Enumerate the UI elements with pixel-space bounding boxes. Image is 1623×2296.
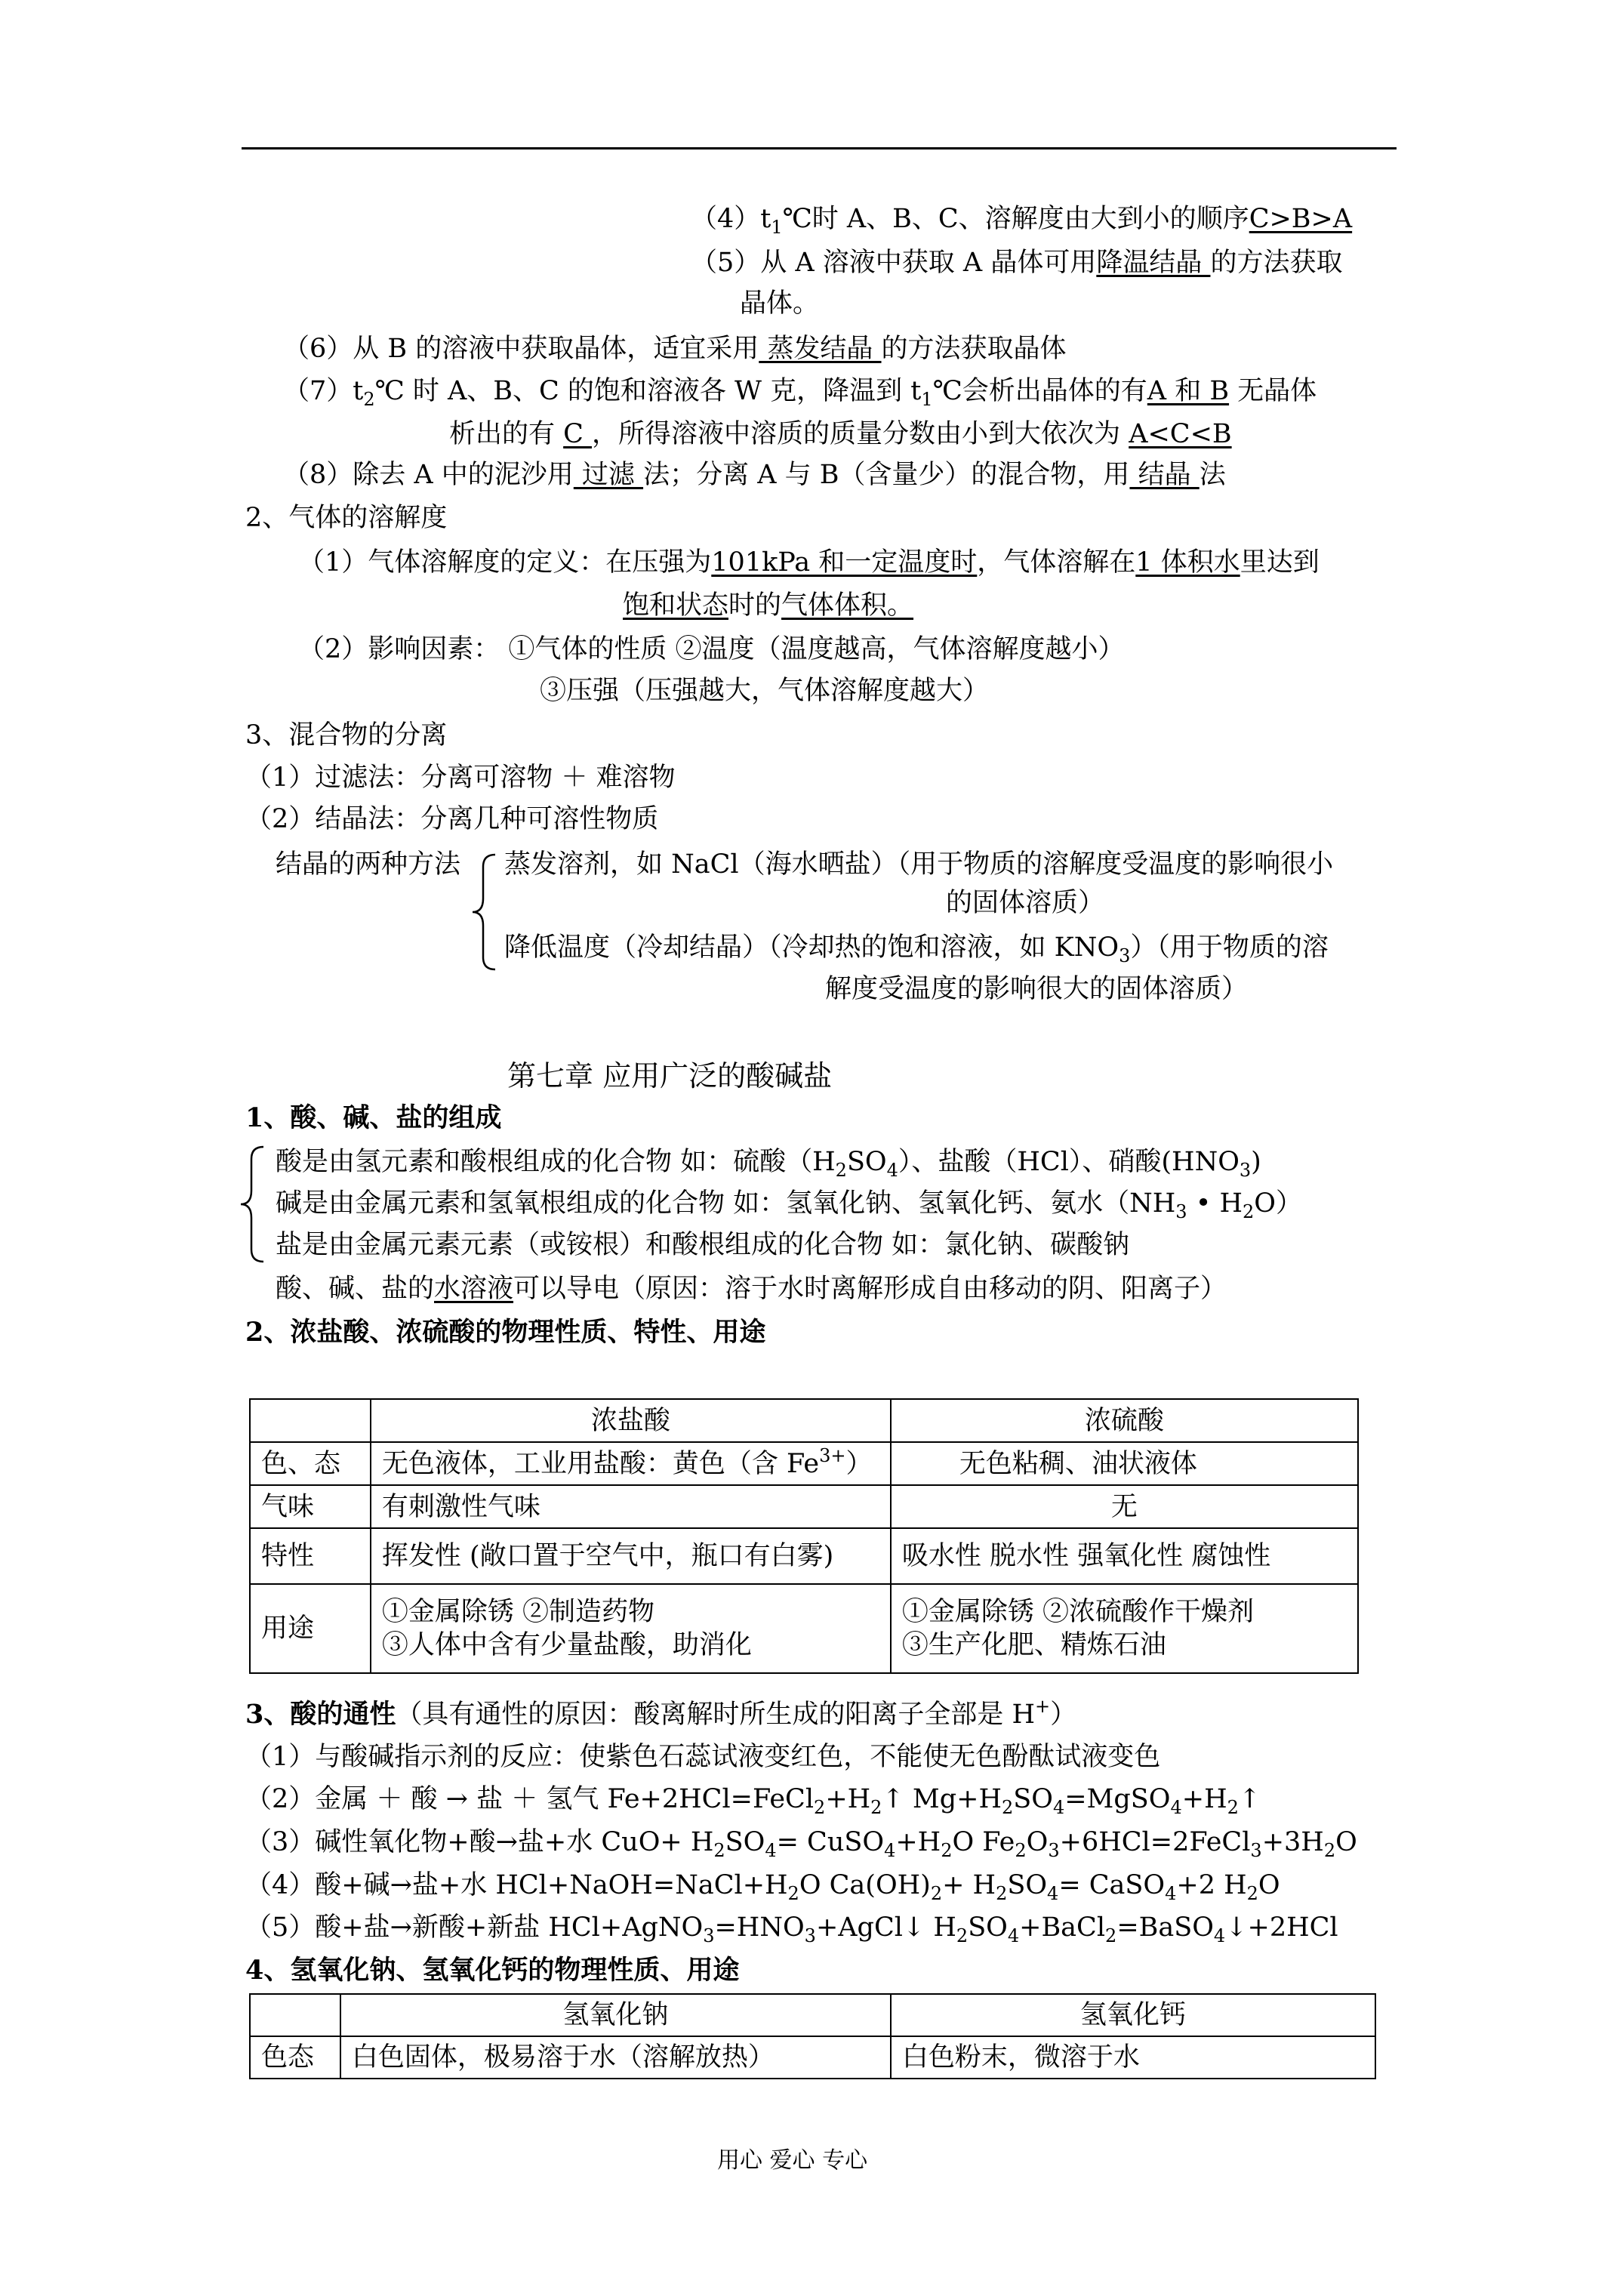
acid-def: 酸是由氢元素和酸根组成的化合物 如：硫酸$(H_2SO_4)$、盐酸（HCl）、硝酸$(HNO_3)$	[276, 1147, 1261, 1181]
conductivity: 酸、碱、盐的水溶液可以导电（原因：溶于水时离解形成自由移动的阴、阳离子）	[276, 1274, 1227, 1304]
q5-cont: 晶体。	[740, 288, 820, 319]
row-label: 特性	[250, 1528, 371, 1584]
def-cond: 101kPa 和一定温度时	[711, 547, 978, 578]
acid-general-heading: 3、酸的通性（具有通性的原因：酸离解时所生成的阳离子全部是 H+）	[245, 1696, 1077, 1730]
header-hcl: 浓盐酸	[371, 1399, 891, 1442]
gas-def-cont: 饱和状态时的气体体积。	[623, 590, 914, 621]
q7-answer: A 和 B	[1147, 376, 1230, 406]
header-caoh: 氢氧化钙	[891, 1994, 1375, 2036]
def-saturated: 饱和状态	[623, 590, 729, 621]
reaction-4: （4）酸+碱→盐+水 $HCl+NaOH=NaCl+H_2O$ $Ca(OH)_2+ H_2SO_4=$ CaSO$_4$+2 $H_2O$	[245, 1870, 1280, 1904]
cell-hcl: 有刺激性气味	[371, 1485, 891, 1528]
base-def: 碱是由金属元素和氢氧根组成的化合物 如：氢氧化钠、氢氧化钙、氨水（$NH_3$ • $H_2O$）	[276, 1188, 1302, 1222]
q6-line: （6）从 B 的溶液中获取晶体，适宜采用 蒸发结晶 的方法获取晶体	[283, 334, 1067, 364]
table-row	[250, 2036, 1375, 2079]
crystal-label: 结晶的两种方法	[276, 849, 461, 880]
cool-method: 降低温度（冷却结晶）（冷却热的饱和溶液，如 $KNO_3$）（用于物质的溶	[504, 932, 1329, 966]
water-solution: 水溶液	[434, 1274, 514, 1304]
page-footer: 用心 爱心 专心	[717, 2147, 868, 2174]
table-row	[250, 1485, 1358, 1528]
q6-answer: 蒸发结晶	[759, 334, 882, 364]
header-h2so4: 浓硫酸	[891, 1399, 1358, 1442]
ch7-heading-4: 4、氢氧化钠、氢氧化钙的物理性质、用途	[245, 1955, 740, 1986]
chapter-title: 第七章 应用广泛的酸碱盐	[507, 1059, 833, 1093]
row-label: 用途	[250, 1584, 371, 1673]
q4-line: $(4)t_1℃$时 A、B、C、溶解度由大到小的顺序C>B>A	[691, 204, 1353, 238]
cool-method-cont: 解度受温度的影响很大的固体溶质）	[825, 974, 1249, 1004]
base-properties-table	[249, 1993, 1376, 2079]
row-label: 色、态	[250, 1442, 371, 1485]
header-blank	[250, 1994, 340, 2036]
q8-line: （8）除去 A 中的泥沙用 过滤 法；分离 A 与 B（含量少）的混合物，用 结晶 法	[283, 460, 1226, 490]
reaction-1: （1）与酸碱指示剂的反应：使紫色石蕊试液变红色，不能使无色酚酞试液变色	[245, 1742, 1161, 1772]
cell-hcl: 挥发性 (敞口置于空气中，瓶口有白雾)	[371, 1528, 891, 1584]
header-blank	[250, 1399, 371, 1442]
evap-method-cont: 的固体溶质）	[946, 888, 1105, 918]
q5-line: （5）从 A 溶液中获取 A 晶体可用降温结晶 的方法获取	[691, 248, 1343, 278]
q7-cont: 析出的有 C ，所得溶液中溶质的质量分数由小到大依次为 A<C<B	[449, 419, 1232, 449]
q5-answer: 降温结晶	[1096, 248, 1211, 278]
cell-h2so4: 无	[891, 1485, 1358, 1528]
gas-factors-cont: ③压强（压强越大，气体溶解度越大）	[540, 676, 990, 706]
q4-answer: C>B>A	[1249, 204, 1353, 234]
cell-hcl: ①金属除锈 ②制造药物 ③人体中含有少量盐酸，助消化	[371, 1584, 891, 1673]
salt-def: 盐是由金属元素元素（或铵根）和酸根组成的化合物 如：氯化钠、碳酸钠	[276, 1230, 1130, 1260]
header-naoh: 氢氧化钠	[340, 1994, 891, 2036]
row-label: 气味	[250, 1485, 371, 1528]
cell-naoh: 白色固体，极易溶于水（溶解放热）	[340, 2036, 891, 2079]
reaction-5: （5）酸+盐→新酸+新盐 $HCl+AgNO_3=HNO_3+AgCl↓$ $H_2SO_4+BaCl_2=BaSO_4↓+2HCl$	[245, 1912, 1338, 1946]
filter-method: （1）过滤法：分离可溶物 ＋ 难溶物	[245, 763, 676, 793]
cell-h2so4: 吸水性 脱水性 强氧化性 腐蚀性	[891, 1528, 1358, 1584]
reaction-3: （3）碱性氧化物+酸→盐+水 $CuO+ H_2SO_4=$ $CuSO_4+H_2O$ $Fe_2O_3+6HCl=2FeCl_3+3H_2O$	[245, 1827, 1357, 1861]
q7-answer-order: A<C<B	[1129, 419, 1232, 449]
row-label: 色态	[250, 2036, 340, 2079]
reaction-2: （2）金属 ＋ 酸 → 盐 ＋ 氢气 $Fe+2HCl=FeCl_2+H_2↑$ $Mg+H_2SO_4=MgSO_4+H_2↑$	[245, 1784, 1261, 1818]
gas-def-line: （1）气体溶解度的定义：在压强为101kPa 和一定温度时，气体溶解在1 体积水里达到	[298, 547, 1320, 578]
ch7-heading-2: 2、浓盐酸、浓硫酸的物理性质、特性、用途	[245, 1317, 766, 1348]
section-3-title: 3、混合物的分离	[245, 720, 448, 750]
brace-composition	[238, 1144, 268, 1265]
section-2-title: 2、气体的溶解度	[245, 503, 448, 533]
header-rule	[242, 147, 1397, 149]
table-header-row	[250, 1399, 1358, 1442]
crystal-method: （2）结晶法：分离几种可溶性物质	[245, 804, 659, 834]
gas-factors: （2）影响因素： ①气体的性质 ②温度（温度越高，气体溶解度越小）	[298, 634, 1125, 664]
ch7-heading-1: 1、酸、碱、盐的组成	[245, 1102, 502, 1133]
brace-crystal	[470, 852, 500, 972]
table-row	[250, 1442, 1358, 1485]
table-row	[250, 1528, 1358, 1584]
q7-answer-c: C	[563, 419, 593, 449]
cell-h2so4: ①金属除锈 ②浓硫酸作干燥剂 ③生产化肥、精炼石油	[891, 1584, 1358, 1673]
q8-answer-2: 结晶	[1129, 460, 1200, 490]
def-volume: 1 体积水	[1135, 547, 1240, 578]
table-header-row	[250, 1994, 1375, 2036]
acid-properties-table	[249, 1398, 1359, 1674]
def-gas-volume: 气体体积。	[781, 590, 914, 621]
q8-answer-1: 过滤	[573, 460, 644, 490]
cell-hcl: 无色液体，工业用盐酸：黄色（含 $Fe^{3+}$）	[371, 1442, 891, 1485]
table-row	[250, 1584, 1358, 1673]
cell-caoh: 白色粉末，微溶于水	[891, 2036, 1375, 2079]
cell-h2so4: 无色粘稠、油状液体	[891, 1442, 1358, 1485]
q7-line: $(7)t_2℃$ 时 A、B、C 的饱和溶液各 W 克，降温到 $t_1℃$会析出晶体的有A 和 B 无晶体	[283, 376, 1317, 410]
evap-method: 蒸发溶剂，如 NaCl（海水晒盐）（用于物质的溶解度受温度的影响很小	[504, 849, 1334, 880]
